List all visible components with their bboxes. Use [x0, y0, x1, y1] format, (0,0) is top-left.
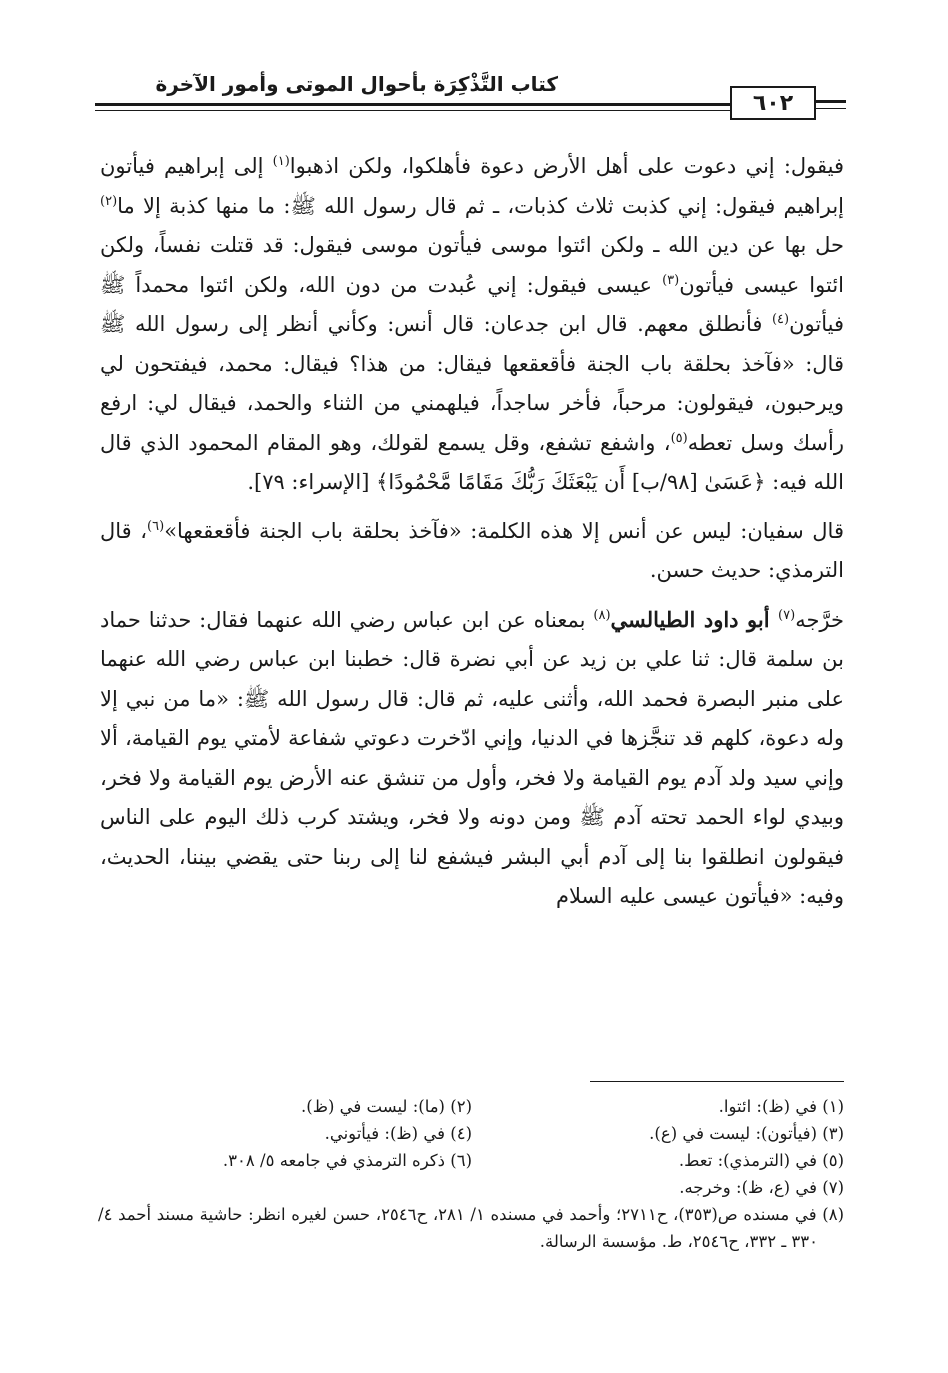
- text-run: بمعناه عن ابن عباس رضي الله عنهما فقال: حدثنا حماد بن سلمة قال: ثنا علي بن زيد عن أبي نضرة قال: خطبنا ابن عباس رضي الله عنهما على منبر البصرة فحمد الله، وأثنى عليه، ثم قال: قال رسول الله ﷺ: «ما من نبي إلا وله دعوة، كلهم قد تنجَّزها في الدنيا، وإني ادّخرت دعوتي شفاعة لأمتي يوم القيامة، ألا وإني سيد ولد آدم يوم القيامة ولا فخر، وأول من تنشق عنه الأرض يوم القيامة ولا فخر، وبيدي لواء الحمد تحته آدم ﷺ ومن دونه ولا فخر، ويشتد كرب ذلك اليوم على الناس فيقولون انطلقوا بنا إلى آدم أبي البشر فيشفع لنا إلى ربنا حتى يقضي بيننا، الحديث، وفيه: «فيأتون عيسى عليه السلام: [100, 607, 844, 908]
- footnote-6: (٦) ذكره الترمذي في جامعه ٥/ ٣٠٨.: [222, 1151, 472, 1170]
- header-rule-right: [816, 100, 846, 103]
- running-title: كتاب التَّذْكِرَة بأحوال الموتى وأمور الآخرة: [155, 72, 558, 96]
- header-rule-thick: [95, 103, 735, 106]
- footnote-ref-1: (١): [272, 154, 290, 169]
- narrator-name: أبو داود الطيالسي: [610, 606, 779, 632]
- text-run: إلى إبراهيم فيأتون إبراهيم فيقول: إني كذبت ثلاث كذبات، ـ ثم قال رسول الله ﷺ: ما منها كذبة إلا ما: [100, 154, 844, 218]
- footnotes: [98, 1093, 844, 1255]
- footnote-row: [98, 1174, 844, 1201]
- footnote-ref-6: (٦): [147, 518, 165, 534]
- footnote-3: (٣) (فيأتون): ليست في (ع).: [649, 1124, 844, 1143]
- footnote-2: (٢) (ما): ليست في (ظ).: [301, 1097, 472, 1116]
- text-run: ، قال الترمذي: حديث حسن.: [100, 518, 844, 582]
- footnote-8: (٨) في مسنده ص(٣٥٣)، ح٢٧١١؛ وأحمد في مسنده ١/ ٢٨١، ح٢٥٤٦، حسن لغيره انظر: حاشية مسند أحمد ٤/ ٣٣٠ ـ ٣٣٢، ح٢٥٤٦، ط. مؤسسة الرسالة.: [98, 1205, 844, 1251]
- footnote-ref-2: (٢): [100, 193, 118, 209]
- text-run: فيقول: إني دعوت على أهل الأرض دعوة فأهلكوا، ولكن اذهبوا: [289, 154, 844, 178]
- text-run: عيسى فيقول: إني عُبدت من دون الله، ولكن ائتوا محمداً ﷺ فيأتون: [100, 272, 844, 336]
- footnote-row: [98, 1093, 844, 1120]
- text-run: قال سفيان: ليس عن أنس إلا هذه الكلمة: «فآخذ بحلقة باب الجنة فأقعقعها»: [164, 518, 844, 543]
- footnote-ref-4: (٤): [771, 312, 790, 327]
- footnote-5: (٥) في (الترمذي): تعط.: [678, 1151, 844, 1170]
- footnote-ref-5: (٥): [670, 430, 688, 446]
- main-text: [100, 147, 844, 917]
- footnote-ref-8: (٨): [593, 607, 611, 623]
- paragraph-3: [100, 600, 844, 917]
- header-rule-right-thin: [816, 108, 846, 109]
- footnote-separator: [590, 1081, 844, 1082]
- text-run: ، واشفع تشفع، وقل يسمع لقولك، وهو المقام المحمود الذي قال الله فيه: ﴿عَسَىٰ [٩٨/ب] أَن يَبْعَثَكَ رَبُّكَ مَقَامًا مَّحْمُودًا﴾ [الإسراء: ٧٩].: [100, 430, 844, 494]
- paragraph-2: [100, 512, 844, 591]
- footnote-ref-3: (٣): [662, 272, 680, 288]
- footnote-row: [98, 1147, 844, 1174]
- footnote-row: [98, 1120, 844, 1147]
- footnote-ref-7: (٧): [778, 607, 796, 623]
- footnote-1: (١) في (ظ): ائتوا.: [718, 1097, 844, 1116]
- text-run: حل بها عن دين الله ـ ولكن ائتوا موسى فيأتون موسى فيقول: قد قتلت نفساً، ولكن ائتوا عيسى فيأتون: [100, 233, 844, 297]
- footnote-4: (٤) في (ظ): فيأتوني.: [324, 1124, 472, 1143]
- page-number: ٦٠٢: [730, 86, 816, 120]
- footnote-7: (٧) في (ع، ظ): وخرجه.: [679, 1178, 844, 1197]
- paragraph-1: [100, 147, 844, 503]
- header-rule-thin: [95, 110, 735, 111]
- text-run: فأنطلق معهم. قال ابن جدعان: قال أنس: وكأني أنظر إلى رسول الله ﷺ قال: «فآخذ بحلقة باب الجنة فأقعقعها فيقال: من هذا؟ فيقال: محمد، فيفتحون لي ويرحبون، فيقولون: مرحباً، فأخر ساجداً، فيلهمني من الثناء والحمد، فيقال لي: ارفع رأسك وسل تعطه: [100, 312, 844, 455]
- text-run: خرَّجه: [795, 607, 844, 632]
